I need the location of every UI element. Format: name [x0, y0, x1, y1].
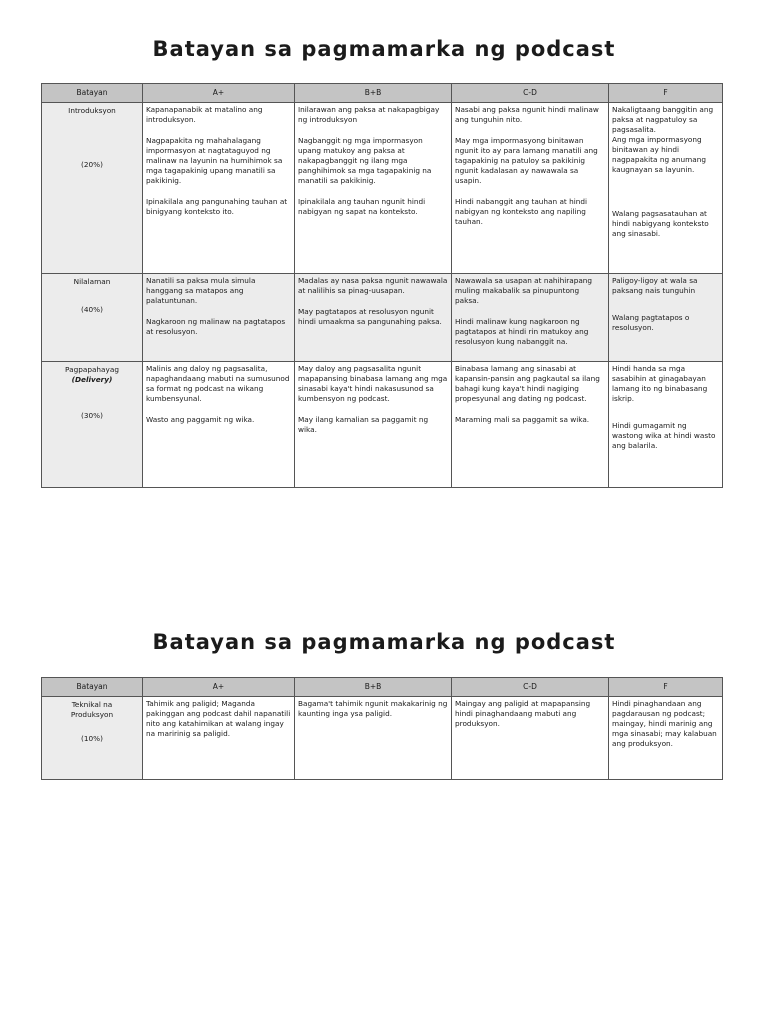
- rubric-cell: [295, 103, 452, 274]
- rubric-text: May ilang kamalian sa paggamit ng wika.: [298, 415, 429, 434]
- rubric-cell: [452, 362, 609, 488]
- rubric-cell: [609, 362, 723, 488]
- rubric-text: Hindi nabanggit ang tauhan at hindi nabigyan ng konteksto ang napiling tauhan.: [455, 197, 588, 226]
- rubric-cell: [143, 103, 295, 274]
- rubric-text: May pagtatapos at resolusyon ngunit hindi umaakma sa pangunahing paksa.: [298, 307, 442, 326]
- criterion-label: Teknikal na Produksyon: [70, 700, 114, 719]
- header-a-plus: A+: [143, 84, 295, 103]
- page-title: Batayan sa pagmamarka ng podcast: [152, 37, 616, 61]
- rubric-text: Nagkaroon ng malinaw na pagtatapos at resolusyon.: [146, 317, 286, 336]
- criterion-cell: [42, 697, 143, 780]
- rubric-text: Paligoy-ligoy at wala sa paksang nais tunguhin: [612, 276, 698, 295]
- rubric-cell: [609, 697, 723, 780]
- rubric-text: Binabasa lamang ang sinasabi at kapansin-pansin ang pagkautal sa ilang bahagi kung kaya't hindi nagiging propesyunal ang dating ng podcast.: [455, 364, 600, 403]
- rubric-text: Nasabi ang paksa ngunit hindi malinaw ang tunguhin nito.: [455, 105, 599, 124]
- rubric-text: Malinis ang daloy ng pagsasalita, napaghandaang mabuti na sumusunod sa format ng podcast na wikang kumbensyunal.: [146, 364, 290, 403]
- criterion-cell: [42, 274, 143, 362]
- rubric-text: Bagama't tahimik ngunit makakarinig ng kaunting inga ysa paligid.: [298, 699, 448, 718]
- rubric-cell: [452, 274, 609, 362]
- rubric-cell: [609, 274, 723, 362]
- rubric-text: Wasto ang paggamit ng wika.: [146, 415, 255, 424]
- rubric-text: May daloy ang pagsasalita ngunit mapapansing binabasa lamang ang mga sinasabi kaya't hindi nakasusunod sa kumbensyon ng podcast.: [298, 364, 448, 403]
- rubric-text: Nagpapakita ng mahahalagang impormasyon at nagtataguyod ng malinaw na layunin na humihimok sa mga tagapakinig upang manatili sa pakikinig.: [146, 136, 283, 185]
- rubric-cell: [452, 697, 609, 780]
- rubric-text: Ang mga impormasyong binitawan ay hindi nagpapakita ng anumang kaugnayan sa layunin.: [612, 135, 706, 174]
- header-f: F: [609, 678, 723, 697]
- criterion-percent: (40%): [81, 305, 103, 314]
- table-row: [42, 362, 723, 488]
- rubric-text: Hindi malinaw kung nagkaroon ng pagtatapos at hindi rin matukoy ang resolusyon kung nabanggit na.: [455, 317, 589, 346]
- rubric-cell: [143, 274, 295, 362]
- rubric-text: Walang pagtatapos o resolusyon.: [612, 313, 690, 332]
- table-row: [42, 274, 723, 362]
- header-batayan: Batayan: [42, 84, 143, 103]
- table-header-row: [42, 678, 723, 697]
- criterion-percent: (20%): [81, 160, 103, 169]
- header-batayan: Batayan: [42, 678, 143, 697]
- table-row: [42, 697, 723, 780]
- criterion-label: Pagpapahayag: [65, 365, 119, 374]
- rubric-text: Nawawala sa usapan at nahihirapang muling makabalik sa pinupuntong paksa.: [455, 276, 593, 305]
- rubric-text: Hindi pinaghandaan ang pagdarausan ng podcast; maingay, hindi marinig ang mga sinasabi; may kalabuan ang produksyon.: [612, 699, 717, 748]
- header-b: B+B: [295, 84, 452, 103]
- rubric-text: Hindi gumagamit ng wastong wika at hindi wasto ang balarila.: [612, 421, 716, 450]
- table-header-row: [42, 84, 723, 103]
- header-f: F: [609, 84, 723, 103]
- header-c-d: C-D: [452, 678, 609, 697]
- rubric-text: Tahimik ang paligid; Maganda pakinggan ang podcast dahil napanatili nito ang katahimikan at walang ingay na maririnig sa paligid.: [146, 699, 291, 738]
- rubric-cell: [143, 697, 295, 780]
- criterion-sublabel: (Delivery): [71, 375, 113, 384]
- rubric-text: Nanatili sa paksa mula simula hanggang sa matapos ang palatuntunan.: [146, 276, 256, 305]
- rubric-text: Hindi handa sa mga sasabihin at ginagabayan lamang ito ng binabasang iskrip.: [612, 364, 708, 403]
- rubric-text: Maraming mali sa paggamit sa wika.: [455, 415, 590, 424]
- criterion-label: Nilalaman: [73, 277, 111, 286]
- header-c-d: C-D: [452, 84, 609, 103]
- rubric-text: Madalas ay nasa paksa ngunit nawawala at nalilihis sa pinag-uusapan.: [298, 276, 448, 295]
- rubric-text: Walang pagsasatauhan at hindi nabigyang konteksto ang sinasabi.: [612, 209, 709, 238]
- rubric-text: May mga impormasyong binitawan ngunit ito ay para lamang manatili ang tagapakinig na patuloy sa pakikinig ngunit kadalasan ay nawawala sa usapin.: [455, 136, 598, 185]
- criterion-percent: (10%): [81, 734, 103, 743]
- rubric-cell: [295, 274, 452, 362]
- rubric-cell: [295, 697, 452, 780]
- rubric-text: Kapanapanabik at matalino ang introduksyon.: [146, 105, 263, 124]
- rubric-text: Ipinakilala ang pangunahing tauhan at binigyang konteksto ito.: [146, 197, 288, 216]
- criterion-cell: [42, 362, 143, 488]
- rubric-text: Nagbanggit ng mga impormasyon upang matukoy ang paksa at nakapagbanggit ng ilang mga panghihimok sa mga tagapakinig na manatili sa pakikinig.: [298, 136, 432, 185]
- rubric-text: Maingay ang paligid at mapapansing hindi pinaghandaang mabuti ang produksyon.: [455, 699, 591, 728]
- criterion-cell: [42, 103, 143, 274]
- rubric-table: [41, 83, 723, 488]
- table-row: [42, 103, 723, 274]
- rubric-cell: [452, 103, 609, 274]
- criterion-label: Introduksyon: [68, 106, 116, 115]
- rubric-table: [41, 677, 723, 780]
- rubric-text: Inilarawan ang paksa at nakapagbigay ng introduksyon: [298, 105, 440, 124]
- rubric-cell: [609, 103, 723, 274]
- header-a-plus: A+: [143, 678, 295, 697]
- rubric-text: Nakaligtaang banggitin ang paksa at nagpatuloy sa pagsasalita.: [612, 105, 714, 134]
- criterion-percent: (30%): [81, 411, 103, 420]
- header-b: B+B: [295, 678, 452, 697]
- rubric-cell: [295, 362, 452, 488]
- rubric-cell: [143, 362, 295, 488]
- page-title: Batayan sa pagmamarka ng podcast: [152, 630, 616, 654]
- rubric-text: Ipinakilala ang tauhan ngunit hindi nabigyan ng sapat na konteksto.: [298, 197, 426, 216]
